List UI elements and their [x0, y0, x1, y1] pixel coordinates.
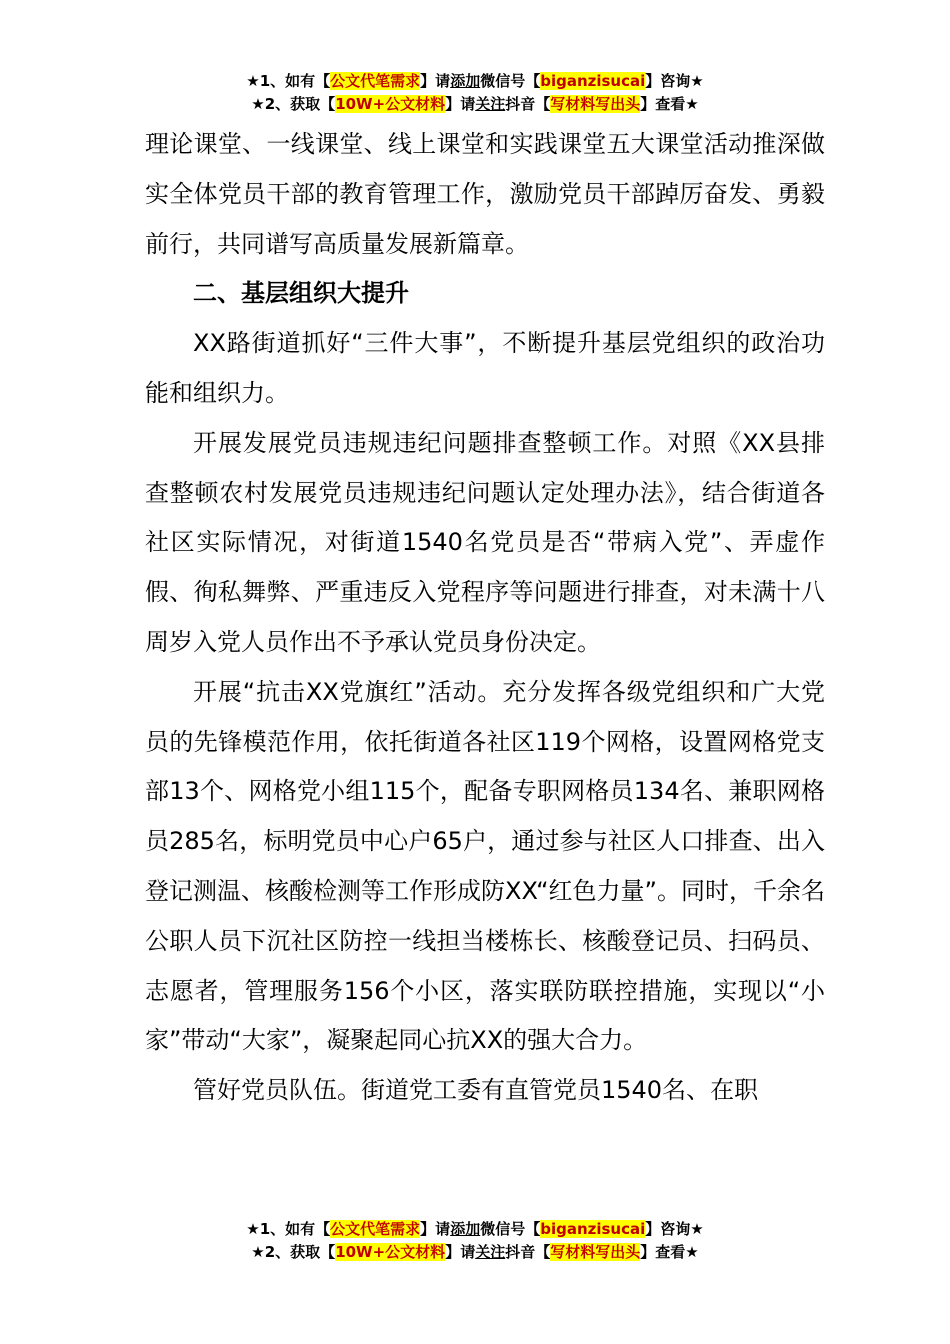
banner-text: 】请: [420, 1220, 451, 1238]
banner-text: 】请: [445, 1243, 476, 1261]
banner-text: ★2、获取【: [251, 95, 336, 113]
banner-wechat-id: biganzisucai: [540, 72, 646, 90]
banner-text: 】请: [420, 72, 451, 90]
section-heading: 二、基层组织大提升: [193, 279, 409, 308]
banner-text: 抖音【: [505, 1243, 551, 1261]
paragraph-5: 管好党员队伍。街道党工委有直管党员1540名、在职: [193, 1076, 759, 1105]
banner-line-1: [0, 70, 950, 93]
paragraph-2: XX路街道抓好“三件大事”，不断提升基层党组织的政治功能和组织力。: [145, 329, 825, 407]
paragraph-1: 理论课堂、一线课堂、线上课堂和实践课堂五大课堂活动推深做实全体党员干部的教育管理工作，激励党员干部踔厉奋发、勇毅前行，共同谱写高质量发展新篇章。: [145, 130, 825, 258]
banner-line-2: [0, 1241, 950, 1264]
document-body: [145, 120, 825, 1116]
banner-highlight: 公文代笔需求: [330, 72, 421, 90]
banner-text: 】查看★: [640, 1243, 699, 1261]
banner-text: ★1、如有【: [246, 72, 331, 90]
banner-text: 】咨询★: [645, 72, 704, 90]
banner-underline: 关注: [475, 1243, 506, 1261]
header-banner: [0, 70, 950, 116]
banner-underline: 添加: [450, 72, 481, 90]
banner-text: 】请: [445, 95, 476, 113]
banner-text: 微信号【: [480, 1220, 541, 1238]
banner-text: ★1、如有【: [246, 1220, 331, 1238]
banner-douyin-id: 写材料写出头: [550, 1243, 641, 1261]
banner-highlight: 10W+公文材料: [335, 95, 446, 113]
paragraph-4: 开展“抗击XX党旗红”活动。充分发挥各级党组织和广大党员的先锋模范作用，依托街道各社区119个网格，设置网格党支部13个、网格党小组115个，配备专职网格员134名、兼职网格员285名，标明党员中心户65户，通过参与社区人口排查、出入登记测温、核酸检测等工作形成防XX“红色力量”。同时，千余名公职人员下沉社区防控一线担当楼栋长、核酸登记员、扫码员、志愿者，管理服务156个小区，落实联防联控措施，实现以“小家”带动“大家”，凝聚起同心抗XX的强大合力。: [145, 677, 825, 1055]
banner-text: 】咨询★: [645, 1220, 704, 1238]
banner-text: 微信号【: [480, 72, 541, 90]
banner-line-1: [0, 1218, 950, 1241]
banner-text: ★2、获取【: [251, 1243, 336, 1261]
banner-underline: 添加: [450, 1220, 481, 1238]
banner-highlight: 10W+公文材料: [335, 1243, 446, 1261]
banner-wechat-id: biganzisucai: [540, 1220, 646, 1238]
banner-text: 抖音【: [505, 95, 551, 113]
banner-douyin-id: 写材料写出头: [550, 95, 641, 113]
banner-highlight: 公文代笔需求: [330, 1220, 421, 1238]
banner-text: 】查看★: [640, 95, 699, 113]
footer-banner: [0, 1218, 950, 1264]
banner-underline: 关注: [475, 95, 506, 113]
banner-line-2: [0, 93, 950, 116]
paragraph-3: 开展发展党员违规违纪问题排查整顿工作。对照《XX县排查整顿农村发展党员违规违纪问题认定处理办法》，结合街道各社区实际情况，对街道1540名党员是否“带病入党”、弄虚作假、徇私舞弊、严重违反入党程序等问题进行排查，对未满十八周岁入党人员作出不予承认党员身份决定。: [145, 428, 825, 656]
